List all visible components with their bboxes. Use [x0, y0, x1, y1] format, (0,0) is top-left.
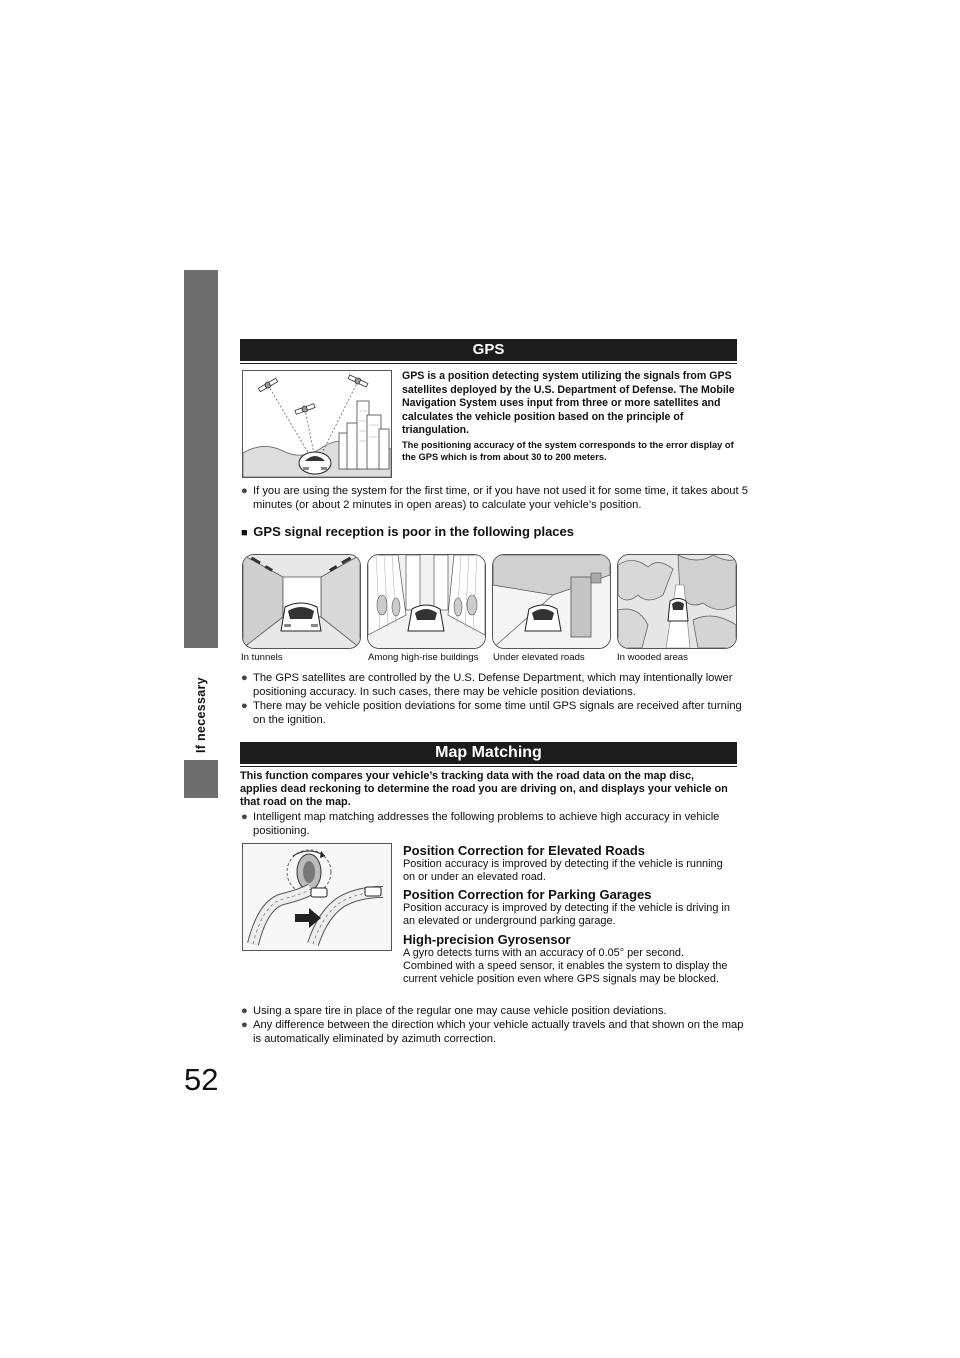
caption-elevated: Under elevated roads: [493, 652, 585, 663]
caption-tunnels: In tunnels: [241, 652, 283, 663]
gps-bullet-defense: [241, 671, 751, 699]
bullet-text: Intelligent map matching addresses the following problems to achieve high accuracy in vehicle positioning.: [253, 811, 720, 837]
map-matching-heading: Map Matching: [240, 742, 737, 764]
caption-high-rise: Among high-rise buildings: [368, 652, 479, 663]
tunnel-illustration: [242, 554, 361, 649]
satellite-icon: [295, 403, 316, 415]
gyro-road-illustration: [242, 843, 392, 951]
gps-heading: GPS: [240, 339, 737, 361]
satellite-icon: [348, 374, 369, 388]
wooded-area-illustration: [617, 554, 737, 649]
bullet-text: There may be vehicle position deviations for some time until GPS signals are received after turning on the ignition.: [253, 700, 742, 726]
feature-elevated-roads: [403, 843, 733, 884]
page-number: 52: [184, 1062, 219, 1097]
feature-parking-garages: [403, 887, 733, 928]
car-icon: [408, 605, 444, 631]
high-rise-illustration: [367, 554, 486, 649]
bullet-icon: ●: [241, 1005, 248, 1017]
mm-bullet-intelligent: [241, 810, 751, 838]
feature-title: Position Correction for Elevated Roads: [403, 843, 645, 858]
car-icon: [525, 605, 561, 631]
bullet-text: Using a spare tire in place of the regular one may cause vehicle position deviations.: [253, 1005, 667, 1017]
feature-text: Position accuracy is improved by detecting if the vehicle is driving in an elevated or underground parking garage.: [403, 902, 730, 927]
feature-gyrosensor: [403, 932, 733, 986]
feature-title: High-precision Gyrosensor: [403, 932, 571, 947]
car-icon: [281, 603, 321, 631]
bullet-icon: ●: [241, 700, 248, 712]
gps-satellite-illustration: [242, 370, 392, 478]
bullet-text: The GPS satellites are controlled by the U.S. Defense Department, which may intentionally lower positioning accuracy. In such cases, there may be vehicle position deviations.: [253, 672, 733, 698]
bullet-text: If you are using the system for the first time, or if you have not used it for some time, it takes about 5 minutes (or about 2 minutes in open areas) to calculate your vehicle’s position.: [253, 485, 748, 511]
gps-bullet-ignition: [241, 699, 751, 727]
mm-bullet-azimuth: [241, 1018, 751, 1046]
gps-intro-text: GPS is a position detecting system utilizing the signals from GPS satellites deployed by the U.S. Department of Defense. The Mobile Navigation System uses input from three or more satellites and calculates the vehicle position based on the principle of triangulation.: [402, 370, 735, 437]
poor-reception-heading: [241, 524, 574, 539]
car-icon: [311, 888, 327, 897]
bullet-icon: ●: [241, 672, 248, 684]
car-icon: [668, 599, 688, 622]
bullet-icon: ●: [241, 811, 248, 823]
car-icon: [365, 887, 381, 896]
gps-bullet-first-use: [241, 484, 751, 512]
feature-text: Position accuracy is improved by detecting if the vehicle is running on or under an elevated road.: [403, 858, 723, 883]
mm-bullet-spare-tire: [241, 1004, 751, 1018]
bullet-icon: ●: [241, 485, 248, 497]
feature-text: A gyro detects turns with an accuracy of 0.05° per second. Combined with a speed sensor, it enables the system to display the current vehicle position even where GPS signals may be blocked.: [403, 947, 728, 985]
section-label: If necessary: [194, 677, 208, 753]
bullet-icon: ●: [241, 1019, 248, 1031]
feature-title: Position Correction for Parking Garages: [403, 887, 652, 902]
elevated-road-illustration: [492, 554, 611, 649]
square-bullet-icon: ■: [241, 527, 248, 539]
gps-intro: [402, 370, 738, 463]
subheading-text: GPS signal reception is poor in the following places: [253, 524, 574, 539]
bullet-text: Any difference between the direction which your vehicle actually travels and that shown on the map is automatically eliminated by azimuth correction.: [253, 1019, 744, 1045]
car-icon: [299, 452, 331, 474]
caption-wooded: In wooded areas: [617, 652, 688, 663]
satellite-icon: [258, 377, 278, 392]
gps-accuracy-note: The positioning accuracy of the system corresponds to the error display of the GPS which is from about 30 to 200 meters.: [402, 439, 734, 462]
map-matching-intro: This function compares your vehicle’s tracking data with the road data on the map disc, applies dead reckoning to determine the road you are driving on, and displays your vehicle on that road on the map.: [240, 770, 728, 808]
